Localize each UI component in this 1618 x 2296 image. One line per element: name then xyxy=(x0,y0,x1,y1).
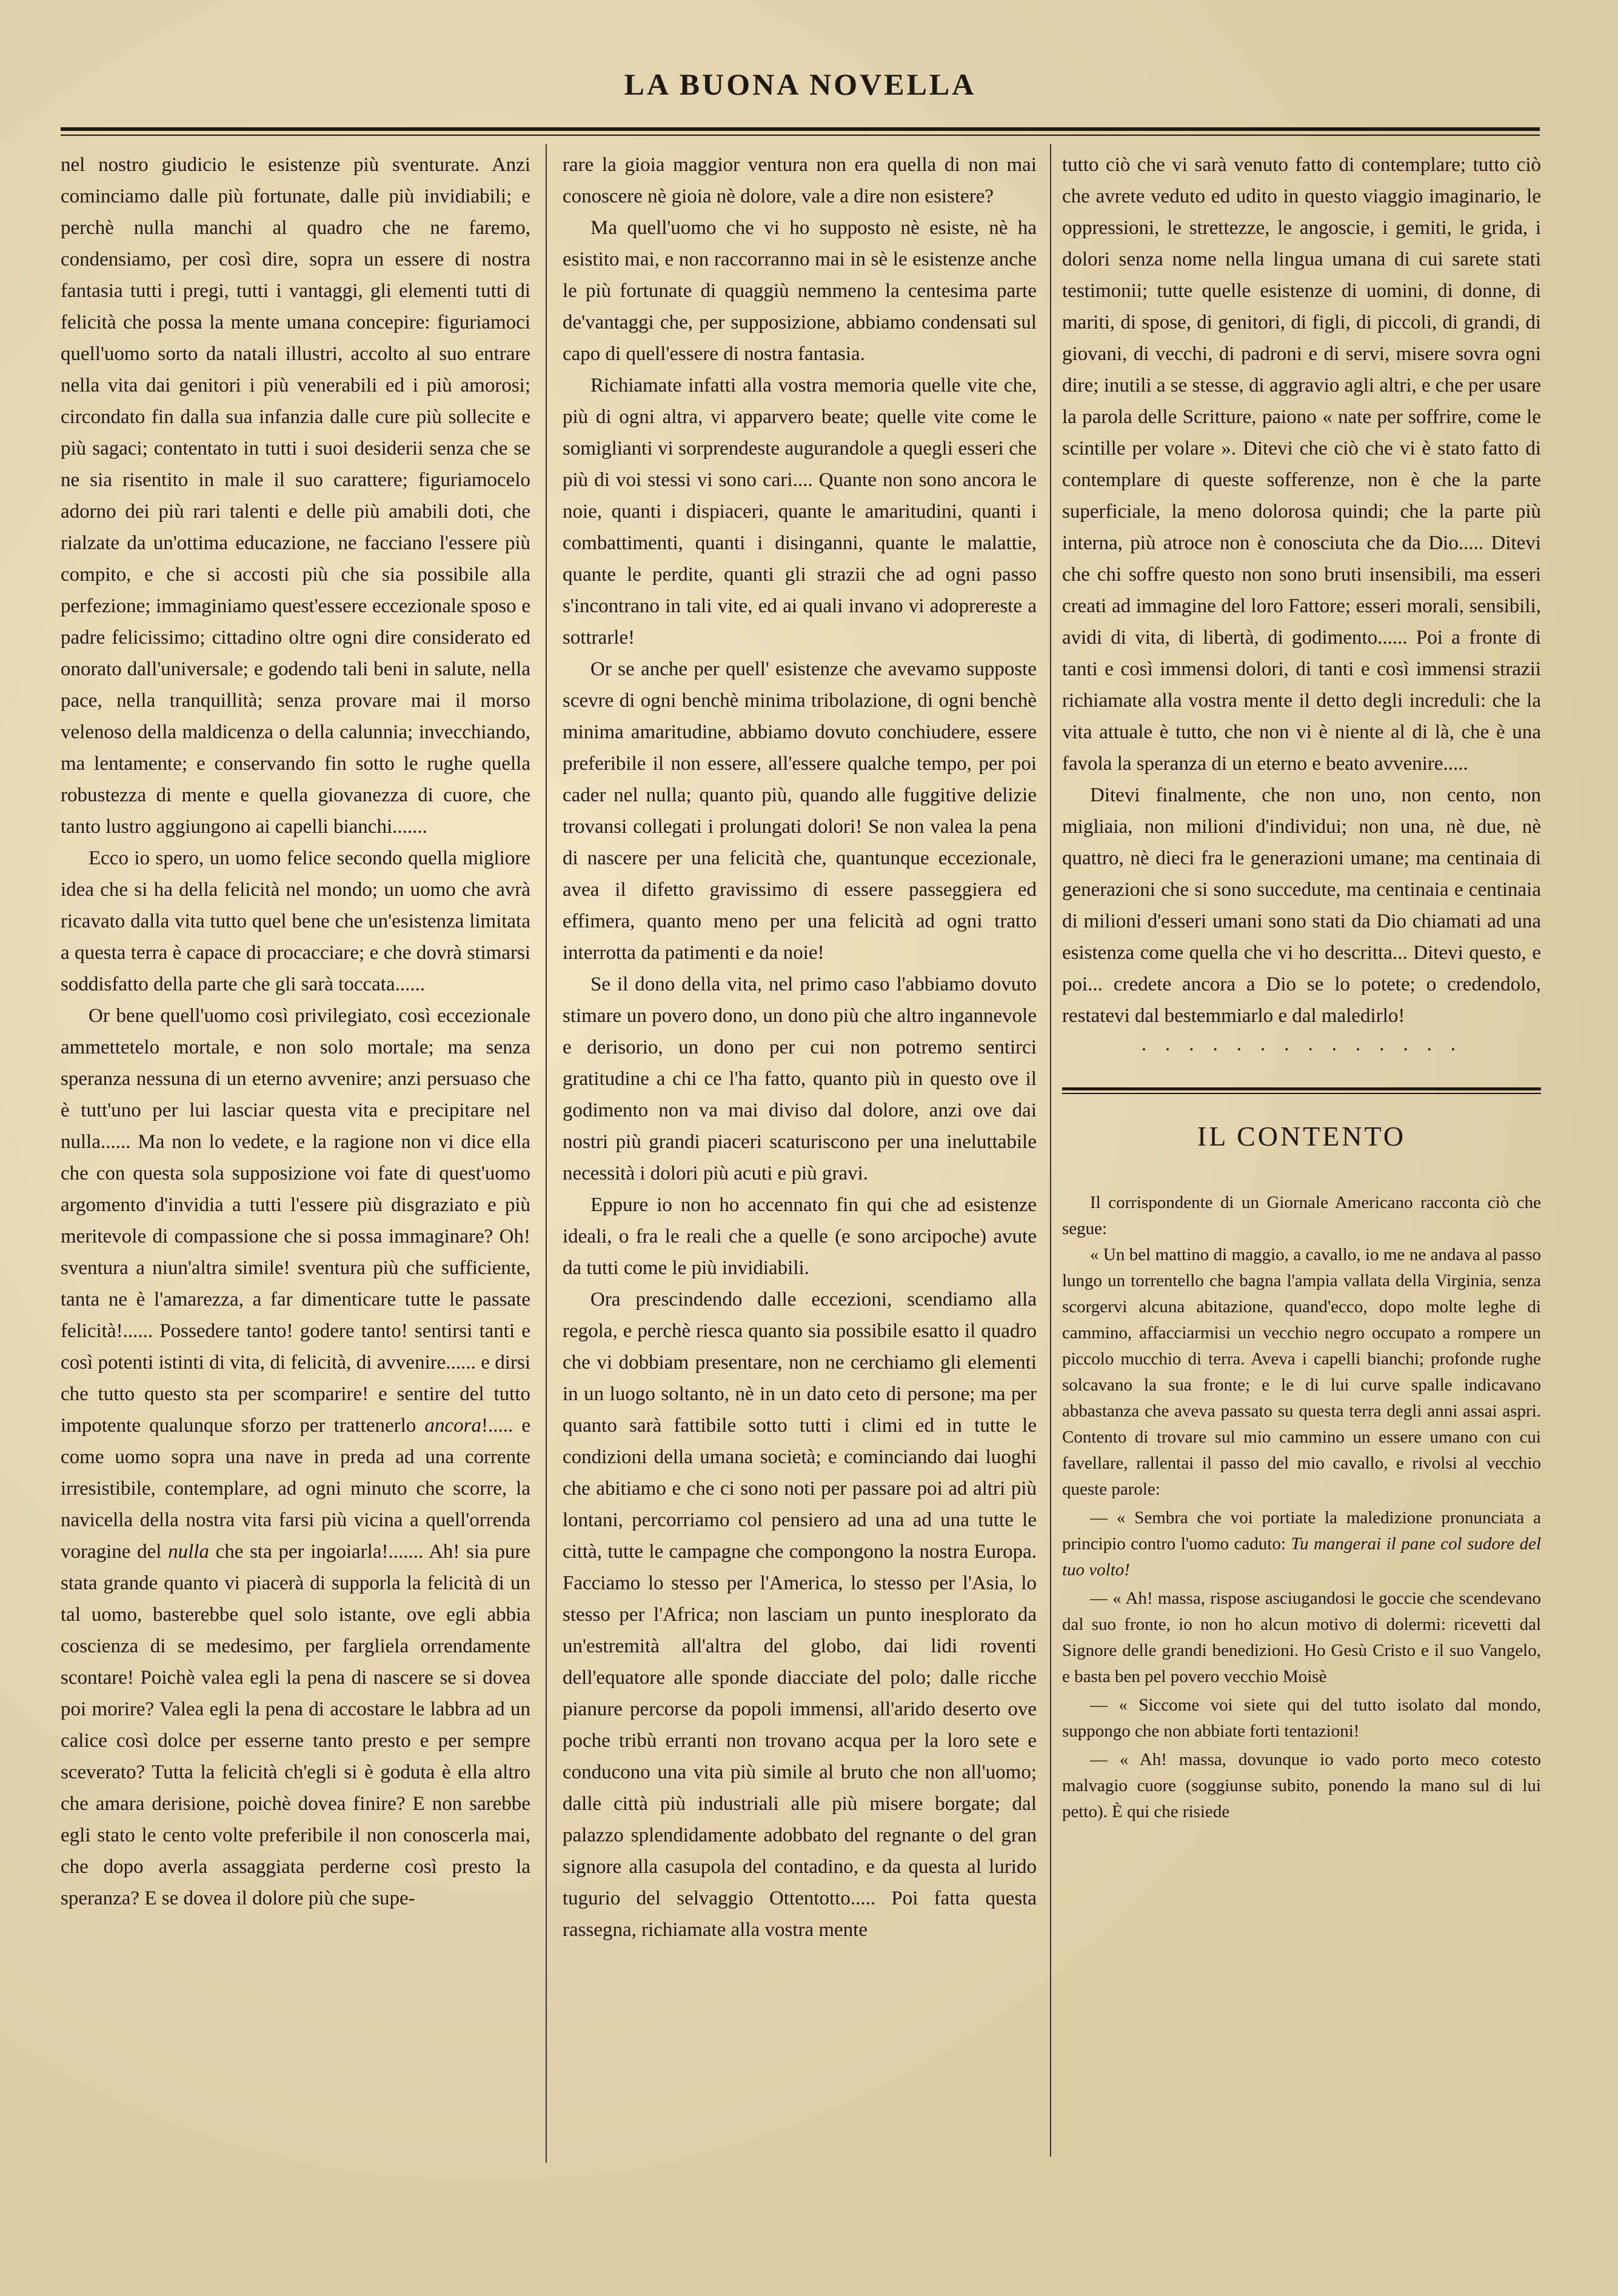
emphasis: Tu mangerai il pane col sudore del tuo volto! xyxy=(1062,1534,1542,1580)
emphasis: ancora xyxy=(424,1415,481,1437)
paragraph: « Un bel mattino di maggio, a cavallo, io me ne andava al passo lungo un torrentello che bagna l'ampia vallata della Virginia, senza scorgervi alcuna abitazione, quand'ecco, dopo molte leghe di cammino, affacciarmisi un vecchio negro occupato a rompere un piccolo mucchio di terra. Aveva i capelli bianchi; profonde rughe solcavano la sua fronte; e le di lui curve spalle indicavano abbastanza che aveva passato su questa terra degli anni assai aspri. Contento di trovare sul mio cammino un essere umano con cui favellare, rallentai il passo del mio cavallo, e rivolsi al vecchio queste parole: xyxy=(1062,1245,1541,1499)
section-title: IL CONTENTO xyxy=(1197,1121,1406,1152)
text-run: !..... e come uomo sopra una nave in preda ad una corrente irresistibile, contemplare, ad ogni minuto che scorre, la navicella della nostra vita farsi più vicina a quell'orrenda voragine del xyxy=(61,1415,531,1563)
column-1 xyxy=(61,149,530,1914)
paragraph: rare la gioia maggior ventura non era quella di non mai conoscere nè gioia nè dolore, vale a dire non esistere? xyxy=(563,154,1037,207)
paragraph: tutto ciò che vi sarà venuto fatto di contemplare; tutto ciò che avrete veduto ed udito in questo viaggio imaginario, le oppressioni, le strettezze, le angoscie, i gemiti, le grida, i dolori senza nome nella lingua umana di cui sarete stati testimonii; tutte quelle esistenze di uomini, di donne, di mariti, di spose, di genitori, di figli, di piccoli, di grandi, di giovani, di vecchi, di padroni e di servi, misere sovra ogni dire; inutili a se stesse, di aggravio agli altri, e che per usare la parola delle Scritture, paiono « nate per soffrire, come le scintille per volare ». Ditevi che ciò che vi è stato fatto di contemplare di queste sofferenze, non è che la parte superficiale, la meno dolorosa quindi; che la parte più interna, più atroce non è conosciuta che da Dio..... Ditevi che chi soffre questo non sono bruti insensibili, ma esseri creati ad immagine del loro Fattore; esseri morali, sensibili, avidi di vita, di libertà, di godimento...... Poi a fronte di tanti e così immensi dolori, di tanti e così immensi strazii richiamate alla vostra mente il detto degli increduli: che la vita attuale è tutto, che non vi è niente al di là, che è una favola la speranza di un eterno e beato avvenire..... xyxy=(1062,154,1541,775)
paragraph xyxy=(61,1000,530,1914)
paragraph: — « Siccome voi siete qui del tutto isolato dal mondo, suppongo che non abbiate forti tentazioni! xyxy=(1062,1695,1541,1741)
paragraph: Il corrispondente di un Giornale Americano racconta ciò che segue: xyxy=(1062,1193,1541,1238)
paragraph: Richiamate infatti alla vostra memoria quelle vite che, più di ogni altra, vi apparvero beate; quelle vite come le somiglianti vi sorprendeste augurandole a quegli esseri che più di voi stessi vi sono cari.... Quante non sono ancora le noie, quanti i dispiaceri, quante le amaritudini, quanti i combattimenti, quanti i disinganni, quante le malattie, quante le perdite, quanti gli strazii che ad ogni passo s'incontrano in tali vite, ed ai quali invano vi adoprereste a sottrarle! xyxy=(563,375,1037,649)
paragraph xyxy=(1062,1505,1541,1583)
paragraph: Ecco io spero, un uomo felice secondo quella migliore idea che si ha della felicità nel mondo; un uomo che avrà ricavato dalla vita tutto quel bene che un'esistenza limitata a questa terra è capace di procacciare; e che dovrà stimarsi soddisfatto della parte che gli sarà toccata...... xyxy=(61,847,530,995)
paragraph: Se il dono della vita, nel primo caso l'abbiamo dovuto stimare un povero dono, un dono più che altro ingannevole e derisorio, un dono per cui non potremo sentirci gratitudine a chi ce l'ha fatto, quanto più in questo ove il godimento non va mai diviso dal dolore, anzi ove dai nostri più grandi piaceri scaturiscono per una ineluttabile necessità i dolori più acuti e più gravi. xyxy=(563,973,1037,1184)
masthead-title: LA BUONA NOVELLA xyxy=(624,67,977,101)
paragraph: Ditevi finalmente, che non uno, non cento, non migliaia, non milioni d'individui; non una, nè due, nè quattro, nè dieci fra le generazioni umane; ma centinaia di generazioni che si sono succedute, ma centinaia e centinaia di milioni d'esseri umani sono stati da Dio chiamati ad una esistenza come quella che vi ho descritta... Ditevi questo, e poi... credete ancora a Dio se lo potete; o credendolo, restatevi dal bestemmiarlo e dal maledirlo! xyxy=(1062,784,1541,1027)
paragraph: Ma quell'uomo che vi ho supposto nè esiste, nè ha esistito mai, e non raccorranno mai in sè le esistenze anche le più fortunate di quaggiù nemmeno la centesima parte de'vantaggi che, per supposizione, abbiamo condensati sul capo di quell'essere di nostra fantasia. xyxy=(563,217,1037,365)
column-divider xyxy=(1050,144,1051,2157)
article-body xyxy=(1062,1190,1541,1825)
paragraph: Or se anche per quell' esistenze che avevamo supposte scevre di ogni benchè minima tribolazione, di ogni benchè minima amaritudine, abbiamo dovuto conchiudere, essere preferibile il non essere, all'essere qualche tempo, per poi cader nel nulla; quanto più, quando alle fuggitive delizie trovansi collegati i prolungati dolori! Se non valea la pena di nascere per una felicità che, quantunque eccezionale, avea il difetto gravissimo di essere passeggiera ed effimera, quanto meno per una felicità ad ogni tratto interrotta da patimenti e da noie! xyxy=(563,658,1037,964)
emphasis: nulla xyxy=(168,1541,209,1563)
column-3 xyxy=(1062,149,1541,1825)
section-rule xyxy=(1062,1087,1541,1094)
text-run: Or bene quell'uomo così privilegiato, così eccezionale ammettetelo mortale, e non solo mortale; ma senza speranza nessuna di un eterno avvenire; anzi persuaso che è tutt'uno per lui lasciar questa vita e precipitare nel nulla...... Ma non lo vedete, e la ragione non vi dice ella che con questa sola supposizione voi fate di quest'uomo argomento d'invidia a tutti l'essere più disgraziato e più meritevole di compassione che si possa immaginare? Oh! sventura a niun'altra simile! sventura più che sufficiente, tanta ne è l'amarezza, a far dimenticare tutte le passate felicità!...... Possedere tanto! godere tanto! sentirsi tanti e così potenti istinti di vita, di felicità, di avvenire...... e dirsi che tutto questo sta per scomparire! e sentire del tutto impotente qualunque sforzo per trattenerlo xyxy=(61,1005,530,1437)
text-run: che sta per ingoiarla!....... Ah! sia pure stata grande quanto vi piacerà di supporla la felicità di un tal uomo, basterebbe quel solo istante, ove egli abbia coscienza di se medesimo, per fargliela orrendamente scontare! Poichè valea egli la pena di nascere se si dovea poi morire? Valea egli la pena di accostare le labbra ad un calice così dolce per esserne tanto presto e per sempre sceverato? Tutta la felicità ch'egli si è goduta è ella altro che amara derisione, poichè dovea finire? E non sarebbe egli stato le cento volte preferibile il non conoscerla mai, che dopo averla assaggiata perderne così presto la speranza? E se dovea il dolore più che supe- xyxy=(61,1541,531,1909)
paragraph: — « Ah! massa, dovunque io vado porto meco cotesto malvagio cuore (soggiunse subito, ponendo la mano sul di lui petto). È qui che risiede xyxy=(1062,1750,1541,1821)
column-divider xyxy=(546,144,547,2163)
masthead-rule xyxy=(61,127,1540,136)
paragraph: Eppure io non ho accennato fin qui che ad esistenze ideali, o fra le reali che a quelle (e sono arcipoche) avute da tutti come le più invidiabili. xyxy=(563,1194,1037,1279)
paragraph: nel nostro giudicio le esistenze più sventurate. Anzi cominciamo dalle più fortunate, dalle più invidiabili; e perchè nulla manchi al quadro che ne faremo, condensiamo, per così dire, sopra un essere di nostra fantasia tutti i pregi, tutti i vantaggi, gli elementi tutti di felicità che possa la mente umana concepire: figuriamoci quell'uomo sorto da natali illustri, accolto al suo entrare nella vita dai genitori i più venerabili ed i più amorosi; circondato fin dalla sua infanzia dalle cure più sollecite e più sagaci; contentato in tutti i suoi desiderii senza che se ne sia risentito in male il suo carattere; figuriamocelo adorno dei più rari talenti e delle più amabili doti, che rialzate da un'ottima educazione, ne facciano l'essere più compito, e che si accosti più che sia possibile alla perfezione; immaginiamo quest'essere eccezionale sposo e padre felicissimo; cittadino oltre ogni dire considerato ed onorato dall'universale; e godendo tali beni in salute, nella pace, nella tranquillità; senza provare mai il morso velenoso della maldicenza o della calunnia; invecchiando, ma lentamente; e conservando fin sotto le rughe quella robustezza di mente e quella giovanezza di cuore, che tanto lustro aggiungono ai capelli bianchi....... xyxy=(61,154,530,838)
paragraph: — « Ah! massa, rispose asciugandosi le goccie che scendevano dal suo fronte, io non ho alcun motivo di dolermi: ricevetti dal Signore delle grandi benedizioni. Ho Gesù Cristo e il suo Vangelo, e basta ben pel povero vecchio Moisè xyxy=(1062,1589,1541,1686)
dotted-separator: · · · · · · · · · · · · · · xyxy=(1140,1039,1463,1061)
paragraph: Ora prescindendo dalle eccezioni, scendiamo alla regola, e perchè riesca quanto sia possibile esatto il quadro che vi dobbiam presentare, non ne cerchiamo gli elementi in un luogo soltanto, nè in un dato ceto di persone; ma per quanto sarà fattibile sotto tutti i climi ed in tutte le condizioni della umana società; e cominciando dai luoghi che abitiamo e che ci sono noti per passare poi ad altri più lontani, percorriamo col pensiero ad una ad una tutte le città, tutte le campagne che compongono la nostra Europa. Facciamo lo stesso per l'America, lo stesso per l'Asia, lo stesso per l'Africa; non lasciam un punto inesplorato da un'estremità all'altra del globo, dai lidi roventi dell'equatore alle sponde diacciate del polo; dalle ricche pianure percorse da popoli immensi, all'arido deserto ove poche tribù erranti non trovano acqua per la loro sete e conducono una vita più simile al bruto che non all'uomo; dalle città più industriali alle più misere borgate; dal palazzo splendidamente adobbato del regnante o del gran signore alla casupola del contadino, e da questa al lurido tugurio del selvaggio Ottentotto..... Poi fatta questa rassegna, richiamate alla vostra mente xyxy=(563,1289,1037,1941)
text-run: — « Sembra che voi portiate la maledizione pronunciata a principio contro l'uomo caduto: xyxy=(1062,1508,1541,1553)
column-2 xyxy=(563,149,1037,1946)
